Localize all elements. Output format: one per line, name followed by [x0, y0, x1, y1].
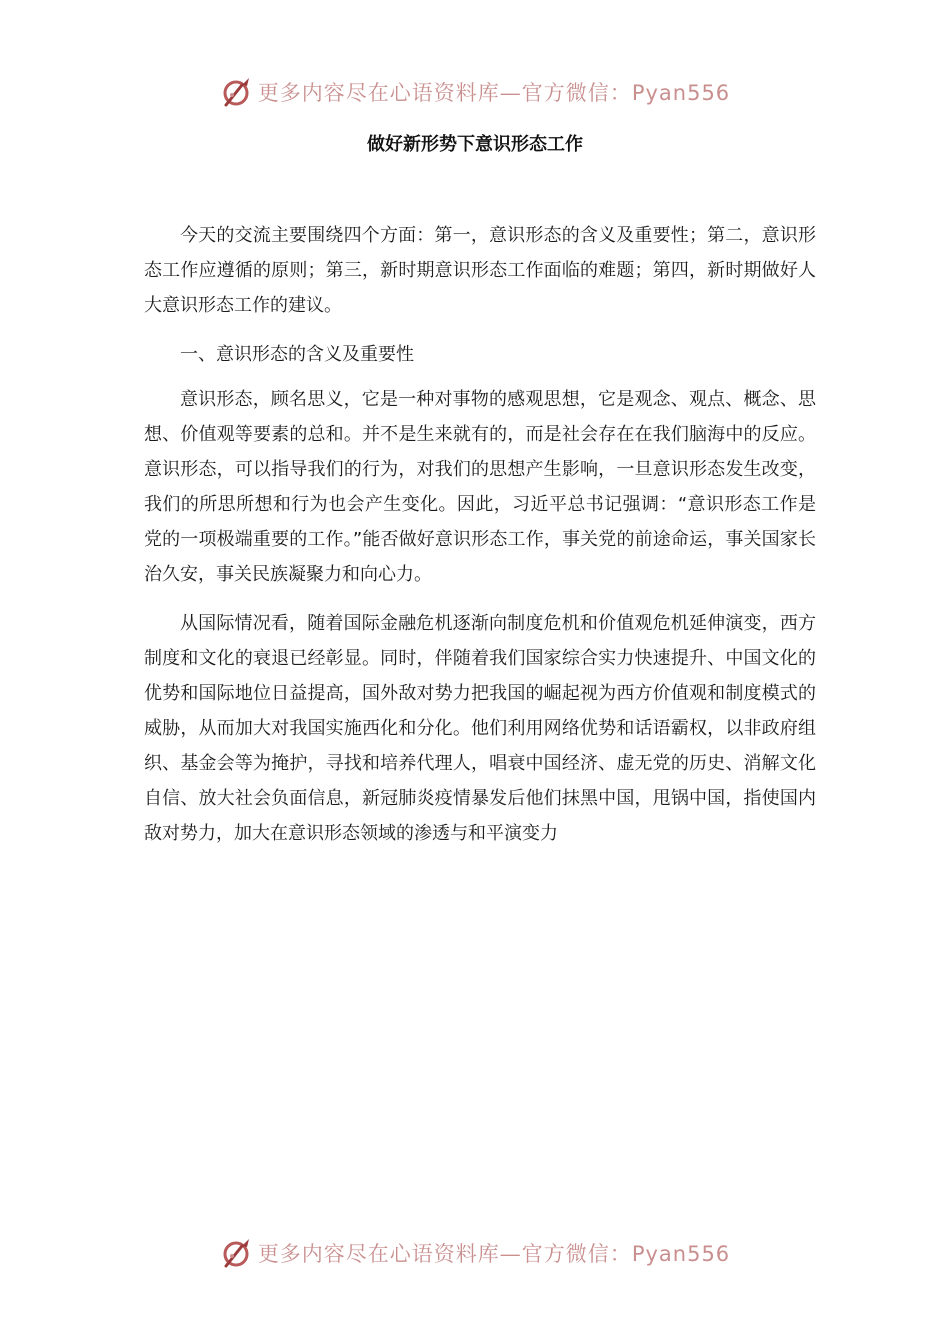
watermark-wechat-id: Pyan556 [631, 81, 731, 105]
watermark-wechat-id: Pyan556 [631, 1242, 731, 1266]
body-paragraph-2: 从国际情况看，随着国际金融危机逐渐向制度危机和价值观危机延伸演变，西方制度和文化的衰退已经彰显。同时，伴随着我们国家综合实力快速提升、中国文化的优势和国际地位日益提高，国外敌对势力把我国的崛起视为西方价值观和制度模式的威胁，从而加大对我国实施西化和分化。他们利用网络优势和话语霸权，以非政府组织、基金会等为掩护，寻找和培养代理人，唱衰中国经济、虚无党的历史、消解文化自信、放大社会负面信息，新冠肺炎疫情暴发后他们抹黑中国，甩锅中国，指使国内敌对势力，加大在意识形态领域的渗透与和平演变力 [144, 613, 816, 844]
body-paragraph-1: 意识形态，顾名思义，它是一种对事物的感观思想，它是观念、观点、概念、思想、价值观等要素的总和。并不是生来就有的，而是社会存在在我们脑海中的反应。意识形态，可以指导我们的行为，对我们的思想产生影响，一旦意识形态发生改变，我们的所思所想和行为也会产生变化。因此，习近平总书记强调：“意识形态工作是党的一项极端重要的工作。”能否做好意识形态工作，事关党的前途命运，事关国家长治久安，事关民族凝聚力和向心力。 [144, 389, 816, 585]
footer-watermark [0, 1231, 950, 1275]
section-heading: 一、意识形态的含义及重要性 [180, 344, 414, 365]
watermark-text: 更多内容尽在心语资料库—官方微信：Pyan556 [257, 1242, 731, 1266]
brush-logo-icon [220, 1236, 254, 1270]
brush-logo-icon [220, 75, 254, 109]
document-title: 做好新形势下意识形态工作 [367, 134, 583, 155]
header-watermark [0, 70, 950, 114]
intro-paragraph: 今天的交流主要围绕四个方面：第一，意识形态的含义及重要性；第二，意识形态工作应遵循的原则；第三，新时期意识形态工作面临的难题；第四，新时期做好人大意识形态工作的建议。 [144, 225, 816, 316]
watermark-text: 更多内容尽在心语资料库—官方微信：Pyan556 [257, 81, 731, 105]
document-body [144, 218, 816, 865]
